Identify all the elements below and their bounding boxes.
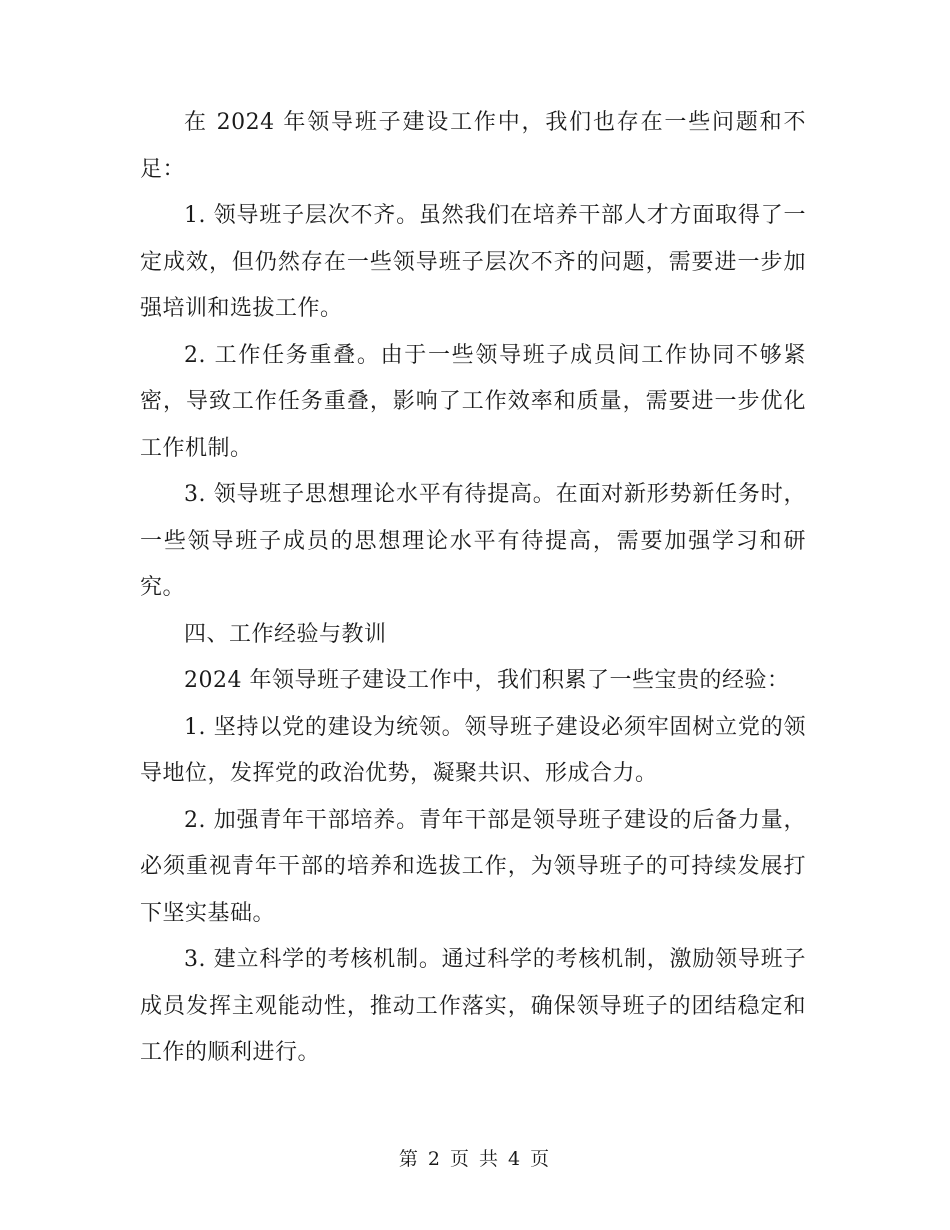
document-body bbox=[140, 100, 806, 1077]
paragraph-problem-3: 3. 领导班子思想理论水平有待提高。在面对新形势新任务时，一些领导班子成员的思想理论水平有待提高，需要加强学习和研究。 bbox=[140, 482, 806, 600]
paragraph-experience-1: 1. 坚持以党的建设为统领。领导班子建设必须牢固树立党的领导地位，发挥党的政治优势，凝聚共识、形成合力。 bbox=[140, 714, 806, 786]
paragraph-problem-2: 2. 工作任务重叠。由于一些领导班子成员间工作协同不够紧密，导致工作任务重叠，影响了工作效率和质量，需要进一步优化工作机制。 bbox=[140, 342, 806, 461]
paragraph-problem-1: 1. 领导班子层次不齐。虽然我们在培养干部人才方面取得了一定成效，但仍然存在一些领导班子层次不齐的问题，需要进一步加强培训和选拔工作。 bbox=[140, 203, 806, 321]
page-number-footer: 第 2 页 共 4 页 bbox=[398, 1148, 552, 1170]
paragraph-problems-intro: 在 2024 年领导班子建设工作中，我们也存在一些问题和不足： bbox=[140, 110, 806, 182]
paragraph-experience-3: 3. 建立科学的考核机制。通过科学的考核机制，激励领导班子成员发挥主观能动性，推动工作落实，确保领导班子的团结稳定和工作的顺利进行。 bbox=[140, 947, 806, 1065]
section-heading-experience: 四、工作经验与教训 bbox=[184, 621, 387, 647]
paragraph-experience-2: 2. 加强青年干部培养。青年干部是领导班子建设的后备力量，必须重视青年干部的培养和选拔工作，为领导班子的可持续发展打下坚实基础。 bbox=[140, 807, 806, 926]
paragraph-experience-intro: 2024 年领导班子建设工作中，我们积累了一些宝贵的经验： bbox=[184, 668, 790, 693]
